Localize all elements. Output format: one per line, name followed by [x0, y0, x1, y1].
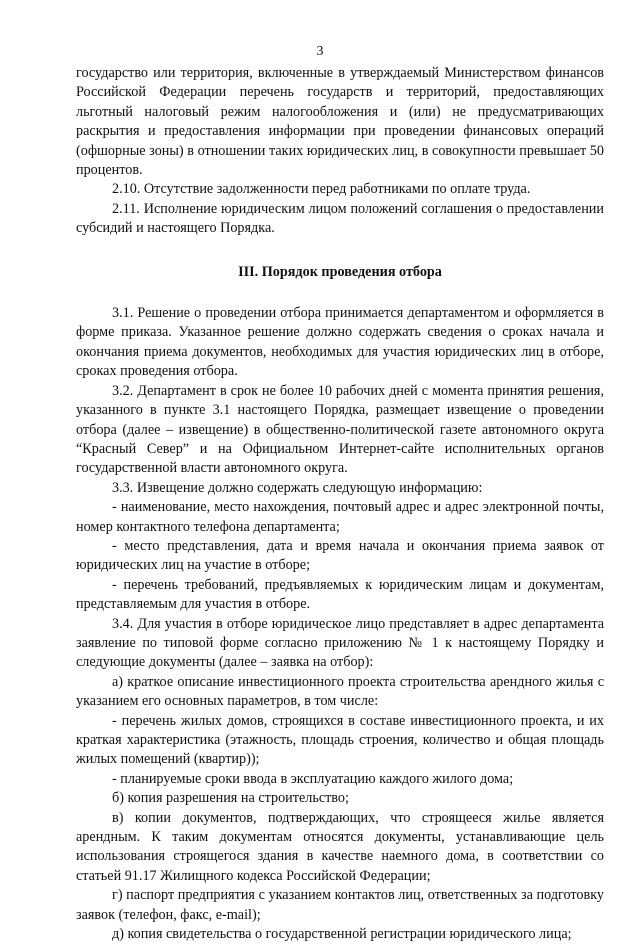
item-d: д) копия свидетельства о государственной регистрации юридического лица;: [112, 926, 572, 943]
paragraph-3-4: 3.4. Для участия в отборе юридическое лицо представляет в адрес департамента заявление по типовой форме согласно приложению № 1 к настоящему Порядку и следующие документы (далее – заявка на отбор):: [76, 615, 604, 671]
item-v: в) копии документов, подтверждающих, что строящееся жилье является арендным. К таким документам относятся документы, устанавливающие цель использования строящегося здания в качестве наемного дома, в соответствии со статьей 91.17 Жилищного кодекса Российской Федерации;: [76, 809, 604, 884]
paragraph-2-10: 2.10. Отсутствие задолженности перед работниками по оплате труда.: [112, 181, 531, 198]
item-a-houses-list: - перечень жилых домов, строящихся в составе инвестиционного проекта, и их краткая характеристика (этажность, площадь строения, количество и общая площадь жилых помещений (квартир));: [76, 712, 604, 768]
item-b: б) копия разрешения на строительство;: [112, 790, 349, 807]
list-item-requirements: - перечень требований, предъявляемых к юридическим лицам и документам, представляемым для участия в отборе.: [76, 576, 604, 613]
paragraph-3-2: 3.2. Департамент в срок не более 10 рабочих дней с момента принятия решения, указанного в пункте 3.1 настоящего Порядка, размещает извещение о проведении отбора (далее – извещение) в общественно-политической газете автономного округа “Красный Север” и на Официальном Интернет-сайте исполнительных органов государственной власти автономного округа.: [76, 382, 604, 477]
list-item-name-address: - наименование, место нахождения, почтовый адрес и адрес электронной почты, номер контактного телефона департамента;: [76, 499, 604, 535]
paragraph-3-1: 3.1. Решение о проведении отбора принимается департаментом и оформляется в форме приказа. Указанное решение должно содержать сведения о сроках начала и окончания приема документов, необходимых для участия юридических лиц в отборе, сроках проведения отбора.: [76, 305, 604, 380]
document-body: [76, 64, 604, 944]
item-g: г) паспорт предприятия с указанием контактов лиц, ответственных за подготовку заявок (телефон, факс, e-mail);: [76, 887, 604, 923]
page-number: 3: [316, 44, 324, 59]
item-a: а) краткое описание инвестиционного проекта строительства арендного жилья с указанием его основных параметров, в том числе:: [76, 673, 604, 710]
item-a-deadlines: - планируемые сроки ввода в эксплуатацию каждого жилого дома;: [112, 770, 514, 787]
section-heading: III. Порядок проведения отбора: [238, 263, 442, 280]
paragraph-continuation: государство или территория, включенные в утверждаемый Министерством финансов Российской Федерации перечень государств и территорий, предоставляющих льготный налоговый режим налогообложения и (или) не предусматривающих раскрытия и предоставления информации при проведении финансовых операций (офшорные зоны) в отношении таких юридических лиц, в совокупности превышает 50 процентов.: [76, 65, 604, 179]
paragraph-2-11: 2.11. Исполнение юридическим лицом положений соглашения о предоставлении субсидий и настоящего Порядка.: [76, 200, 604, 237]
list-item-place-date: - место представления, дата и время начала и окончания приема заявок от юридических лиц на участие в отборе;: [76, 537, 604, 574]
paragraph-3-3: 3.3. Извещение должно содержать следующую информацию:: [112, 479, 483, 496]
